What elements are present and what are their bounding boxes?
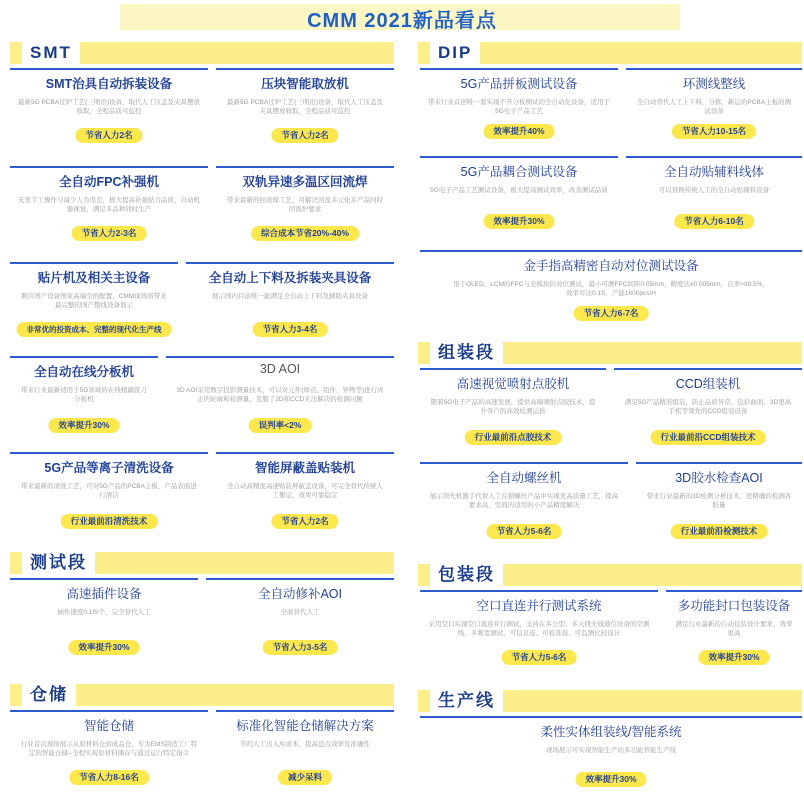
item-reflow-oven	[216, 166, 394, 250]
item-rule	[420, 368, 606, 370]
item-desc: 满足5G产品精准组装，防止品质异常，包括曲面、3D更高手机等领先的CCD组装设备	[624, 399, 792, 415]
item-rule	[186, 262, 394, 264]
item-badge: 误判率<2%	[249, 418, 312, 433]
item-shield-cover-mounter	[216, 452, 394, 536]
item-rule	[10, 68, 208, 70]
section-title-production: 生产线	[430, 690, 503, 712]
item-rule	[216, 710, 394, 712]
item-desc: 3D AOI采用数字投影测量技术，可以对元件(焊点、组件、异物等)进行真正的轮廓和检测量，克服了2D和CCD无法解决的检测问题	[176, 387, 384, 403]
item-desc: 全自动替代人工上下料、分拣，新运的PCBA主板的测试设备	[636, 99, 792, 115]
section-title-smt: SMT	[22, 42, 80, 64]
item-title: 高速插件设备	[66, 587, 142, 601]
item-title: 全自动螺丝机	[486, 471, 562, 485]
page-title: CMM 2021新品看点	[307, 10, 497, 32]
item-rule	[626, 156, 802, 158]
item-badge: 节省人力2名	[75, 128, 142, 143]
item-rule	[420, 462, 628, 464]
item-badge: 节省人力8-16名	[69, 770, 149, 785]
item-5g-coupling-test	[420, 156, 618, 240]
item-desc: 无需手工操作与减少人为误差，极大提高补强贴合品质，自动机器视觉，满足多品种同时生产	[18, 197, 200, 213]
item-desc: 5G电子产品工艺测试设备，极大提高测试效率，改善测试品质	[430, 187, 608, 194]
item-badge: 效率提升40%	[483, 124, 554, 139]
item-rule	[420, 590, 658, 592]
item-repair-aoi	[206, 578, 394, 664]
item-title: 标准化智能仓储解决方案	[236, 719, 374, 733]
item-smt-fixture-assembly	[10, 68, 208, 156]
item-title: 空口直连并行测试系统	[476, 599, 602, 613]
item-5g-panel-test	[420, 68, 618, 150]
item-title: SMT治具自动拆装设备	[45, 77, 173, 91]
item-rule	[216, 166, 394, 168]
item-desc: 展示国内目前唯一能满足全自动上下料及辅助夹具设备	[212, 293, 368, 300]
item-desc: 随着5G电子产品的高速发展，提供高端喷射点胶技术，提升客户的高效检测运转	[430, 399, 596, 415]
item-rule	[420, 156, 618, 158]
item-rule	[636, 462, 802, 464]
item-rule	[420, 250, 802, 252]
item-placement-machine	[10, 262, 178, 348]
item-desc: 全自动高精度高速贴装屏蔽盖设备，可完全替代传统人工搬运，效果可靠稳定	[227, 483, 383, 499]
item-title: 全自动在线分板机	[33, 365, 134, 379]
item-rule	[216, 68, 394, 70]
item-desc: 带来最新的回流焊工艺，可解决回流多元化多产品同时回流炉要求	[227, 197, 383, 213]
section-title-test: 测试段	[22, 552, 95, 574]
item-badge: 节省人力2-3名	[72, 226, 147, 241]
item-ccd-assembler	[614, 368, 802, 454]
section-title-assembly: 组装段	[430, 342, 503, 364]
item-desc: 带来行业最新的3D检测分析技术，更精确的检测各胶量	[646, 493, 792, 509]
item-ota-parallel-test	[420, 590, 658, 676]
item-flexible-assembly-line	[420, 716, 802, 796]
item-title: 全自动贴辅料线体	[663, 165, 764, 179]
item-title: 全自动FPC补强机	[58, 175, 159, 189]
item-title: 5G产品拼板测试设备	[460, 77, 578, 91]
item-badge: 行业最前沿点胶技术	[465, 430, 562, 445]
item-title: 环测线整线	[682, 77, 746, 91]
item-rule	[10, 262, 178, 264]
item-title: 全自动修补AOI	[257, 587, 343, 601]
item-title: 3D AOI	[259, 362, 301, 376]
item-desc: 展示领先机器手代替人工在锁螺丝产品中实现更高质量工艺，提高要求高，空间的适用的小产品精度解决	[429, 493, 619, 509]
item-title: 柔性实体组装线/智能系统	[540, 725, 682, 739]
item-rule	[10, 356, 158, 358]
item-badge: 节省人力10-15名	[672, 124, 756, 139]
item-auxiliary-material-line	[626, 156, 802, 240]
item-desc: 满足行业最新的自动包装设计要求，效率更高	[675, 621, 793, 637]
item-desc: 行业首次现场展示从原材料仓到成品仓，专为EMS制造工厂特定的智能仓储--全程实现原材料储存与通过运行特定指令	[20, 741, 198, 757]
item-auto-loading-fixture	[186, 262, 394, 348]
item-title: 高速视觉喷射点胶机	[456, 377, 570, 391]
item-badge: 节省人力6-10名	[674, 214, 754, 229]
item-badge: 效率提升30%	[68, 640, 139, 655]
item-badge: 节省人力2名	[271, 514, 338, 529]
item-rule	[206, 578, 394, 580]
item-desc: 现场展示可实现智能生产的多功能智能生产线	[546, 747, 676, 754]
item-title: 贴片机及相关主设备	[37, 271, 151, 285]
item-title: 智能屏蔽盖贴装机	[254, 461, 355, 475]
item-desc: 带来行业最新适用于5G领域的在线精确铣刀分板机	[21, 387, 147, 403]
item-ring-test-line	[626, 68, 802, 150]
item-badge: 节省人力5-6名	[487, 524, 562, 539]
item-title: 智能仓储	[83, 719, 134, 733]
section-title-warehouse: 仓储	[22, 684, 76, 706]
item-high-speed-insertion	[10, 578, 198, 664]
item-badge: 效率提升30%	[575, 772, 646, 787]
item-rule	[666, 590, 802, 592]
item-title: 3D胶水检查AOI	[675, 471, 763, 485]
item-gold-finger-alignment-test	[420, 250, 802, 330]
item-desc: 全面替代人工	[280, 609, 320, 616]
section-title-packaging: 包装段	[430, 564, 503, 586]
item-desc: 带来最新的清洗工艺，可对5G产品的PCBA主板、产品表面进行清洁	[21, 483, 197, 499]
item-badge: 行业最前沿CCD组装技术	[651, 430, 766, 445]
item-auto-screw-machine	[420, 462, 628, 548]
item-rule	[10, 578, 198, 580]
item-badge: 效率提升30%	[698, 650, 769, 665]
item-fpc-stiffener	[10, 166, 208, 250]
section-title-dip: DIP	[430, 42, 480, 64]
item-title: 金手指高精密自动对位测试设备	[523, 259, 699, 273]
item-sealing-packaging	[666, 590, 802, 676]
item-badge: 节省人力6-7名	[574, 306, 649, 321]
item-badge: 综合成本节省20%-40%	[251, 226, 359, 241]
item-jet-dispenser	[420, 368, 606, 454]
item-desc: 采用空口实现空口直连并行测试，支持在多公型、多天线无线通信设备的空测线，多频宽测试，可信息连、可检准接、可监测比较设计	[428, 621, 650, 637]
item-badge: 减少呆料	[278, 770, 332, 785]
item-rule	[420, 716, 802, 718]
item-title: CCD组装机	[675, 377, 741, 391]
item-plasma-cleaning	[10, 452, 208, 536]
item-standard-warehouse-solution	[216, 710, 394, 796]
item-rule	[10, 166, 208, 168]
item-desc: 节约人工出入库成本，提高盘点效率及准确性	[240, 741, 370, 748]
item-badge: 节省人力3-4名	[253, 322, 328, 337]
item-title: 5G产品等离子清洗设备	[44, 461, 174, 475]
item-badge: 非常优的投资成本、完整的现代化生产线	[17, 322, 172, 337]
item-desc: 最新5G PCBA过炉工艺(三明治)设备，取代人工压盖及夹具摆放收取，全程品质可监控	[18, 99, 201, 115]
item-badge: 节省人力3-5名	[263, 640, 338, 655]
item-rule	[166, 356, 394, 358]
item-rule	[614, 368, 802, 370]
item-desc: 可以替换传统人工的全自动贴辅料设备	[658, 187, 770, 194]
item-title: 双轨异速多温区回流焊	[242, 175, 368, 189]
item-desc: 插件速度0.1S/个，完全替代人工	[57, 609, 151, 616]
item-rule	[626, 68, 802, 70]
item-desc: 顺应国产设备国家高端全的配置，CMM现场将带来最完整的国产整线设备展示	[21, 293, 167, 309]
item-press-block-picker	[216, 68, 394, 156]
item-title: 压块智能取放机	[261, 77, 349, 91]
item-desc: 最新5G PCBA过炉工艺(三明治)设备，取代人工压盖及夹具摆放收取，全程品质可监控	[226, 99, 383, 115]
item-badge: 节省人力2名	[271, 128, 338, 143]
item-badge: 节省人力5-6名	[502, 650, 577, 665]
item-title: 5G产品耦合测试设备	[460, 165, 578, 179]
item-rule	[10, 452, 208, 454]
item-badge: 效率提升30%	[48, 418, 119, 433]
item-smart-warehouse	[10, 710, 208, 796]
item-3d-aoi	[166, 356, 394, 442]
item-badge: 行业最前沿检测技术	[671, 524, 768, 539]
item-inline-depaneling	[10, 356, 158, 442]
item-desc: 用于OLED、LCM的FPC与光模块的对位测试，最小可测FPC间距0.05mm，精度达±0.005mm，良率>99.5%，效率可达0.1S，产能1600pcs/H	[453, 281, 769, 297]
item-desc: 带来行业首创唯一套实现不开分板测试的全自动化设备，适用于5G电子产品工艺	[428, 99, 610, 115]
item-rule	[10, 710, 208, 712]
item-rule	[420, 68, 618, 70]
item-badge: 行业最前沿清洗技术	[61, 514, 158, 529]
item-rule	[216, 452, 394, 454]
item-badge: 效率提升30%	[483, 214, 554, 229]
item-title: 全自动上下料及拆装夹具设备	[208, 271, 372, 285]
item-title: 多功能封口包装设备	[677, 599, 791, 613]
item-3d-glue-inspection-aoi	[636, 462, 802, 548]
